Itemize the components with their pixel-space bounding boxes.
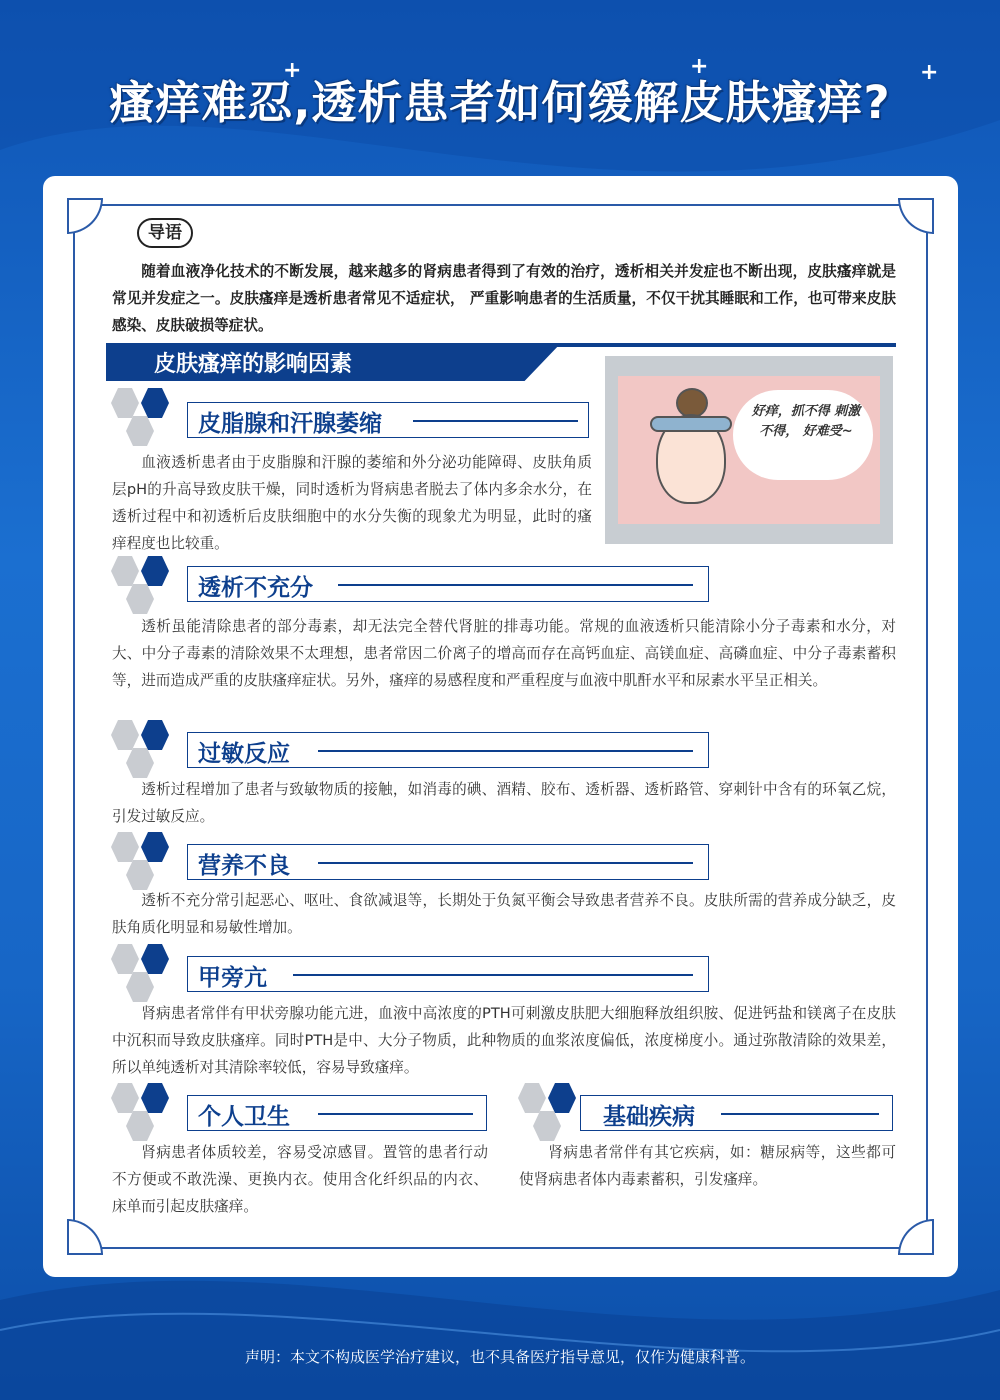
page-title: 瘙痒难忍,透析患者如何缓解皮肤瘙痒? <box>109 76 891 129</box>
factor-text: 肾病患者体质较差，容易受凉感冒。置管的患者行动不方便或不敢洗澡、更换内衣。使用含化纤织品的内衣、床单而引起皮肤瘙痒。 <box>112 1144 488 1215</box>
intro-text: 随着血液净化技术的不断发展，越来越多的肾病患者得到了有效的治疗，透析相关并发症也不断出现，皮肤瘙痒就是常见并发症之一。皮肤瘙痒是透析患者常见不适症状， 严重影响患者的生活质量，不仅干扰其睡眠和工作，也可带来皮肤感染、皮肤破损等症状。 <box>112 263 896 334</box>
factor-heading: 皮脂腺和汗腺萎缩 <box>111 386 591 422</box>
factor-text: 透析过程增加了患者与致敏物质的接触，如消毒的碘、酒精、胶布、透析器、透析路管、穿刺针中含有的环氧乙烷，引发过敏反应。 <box>112 781 896 825</box>
factor-heading: 透析不充分 <box>111 554 711 590</box>
bubble-text: 好痒，抓不得 刺激不得， 好难受~ <box>751 404 861 439</box>
hexagon-icon <box>518 1083 546 1113</box>
disclaimer: 声明：本文不构成医学治疗建议，也不具备医疗指导意见，仅作为健康科普。 <box>244 1348 755 1366</box>
factor-heading: 基础疾病 <box>518 1081 898 1117</box>
intro-badge: 导语 <box>137 218 193 248</box>
hexagon-icon <box>141 1083 169 1113</box>
hexagon-icon <box>548 1083 576 1113</box>
factor-text: 肾病患者常伴有其它疾病，如：糖尿病等，这些都可使肾病患者体内毒素蓄积，引发瘙痒。 <box>519 1144 896 1188</box>
factor-text: 血液透析患者由于皮脂腺和汗腺的萎缩和外分泌功能障碍、皮肤角质层pH的升高导致皮肤干燥，同时透析为肾病患者脱去了体内多余水分，在透析过程中和初透析后皮肤细胞中的水分失衡的现象尤为明显，此时的瘙痒程度也比较重。 <box>112 454 592 552</box>
factor-text: 透析虽能清除患者的部分毒素，却无法完全替代肾脏的排毒功能。常规的血液透析只能清除小分子毒素和水分，对大、中分子毒素的清除效果不太理想，患者常因二价离子的增高而存在高钙血症、高镁血症、高磷血症、中分子毒素蓄积等，进而造成严重的皮肤瘙痒症状。另外，瘙痒的易感程度和严重程度与血液中肌酐水平和尿素水平呈正相关。 <box>112 618 896 689</box>
corner-ornament <box>67 1219 103 1255</box>
hexagon-icon <box>141 556 169 586</box>
hexagon-icon <box>141 944 169 974</box>
hexagon-icon <box>111 556 139 586</box>
hexagon-icon <box>111 388 139 418</box>
factor-text: 肾病患者常伴有甲状旁腺功能亢进，血液中高浓度的PTH可刺激皮肤肥大细胞释放组织胺、促进钙盐和镁离子在皮肤中沉积而导致皮肤瘙痒。同时PTH是中、大分子物质，此种物质的血浆浓度偏低，浓度梯度小。通过弥散清除的效果差，所以单纯透析对其清除率较低，容易导致瘙痒。 <box>112 1005 896 1076</box>
hexagon-icon <box>141 388 169 418</box>
section-title: 皮肤瘙痒的影响因素 <box>154 352 353 377</box>
factor-heading: 甲旁亢 <box>111 942 711 978</box>
hexagon-icon <box>111 1083 139 1113</box>
headband-icon <box>650 416 732 432</box>
factor-heading: 营养不良 <box>111 830 711 866</box>
corner-ornament <box>898 198 934 234</box>
factor-heading: 过敏反应 <box>111 718 711 754</box>
factor-heading: 个人卫生 <box>111 1081 491 1117</box>
hexagon-icon <box>111 832 139 862</box>
hexagon-icon <box>141 832 169 862</box>
sparkle-icon: + <box>690 54 709 79</box>
hexagon-icon <box>111 720 139 750</box>
sparkle-icon: + <box>283 58 302 83</box>
corner-ornament <box>67 198 103 234</box>
hexagon-icon <box>141 720 169 750</box>
corner-ornament <box>898 1219 934 1255</box>
sparkle-icon: + <box>920 60 939 85</box>
hexagon-icon <box>111 944 139 974</box>
content-card <box>43 176 958 1277</box>
itchy-illustration <box>605 356 893 544</box>
factor-text: 透析不充分常引起恶心、呕吐、食欲减退等，长期处于负氮平衡会导致患者营养不良。皮肤所需的营养成分缺乏，皮肤角质化明显和易敏性增加。 <box>112 892 896 936</box>
